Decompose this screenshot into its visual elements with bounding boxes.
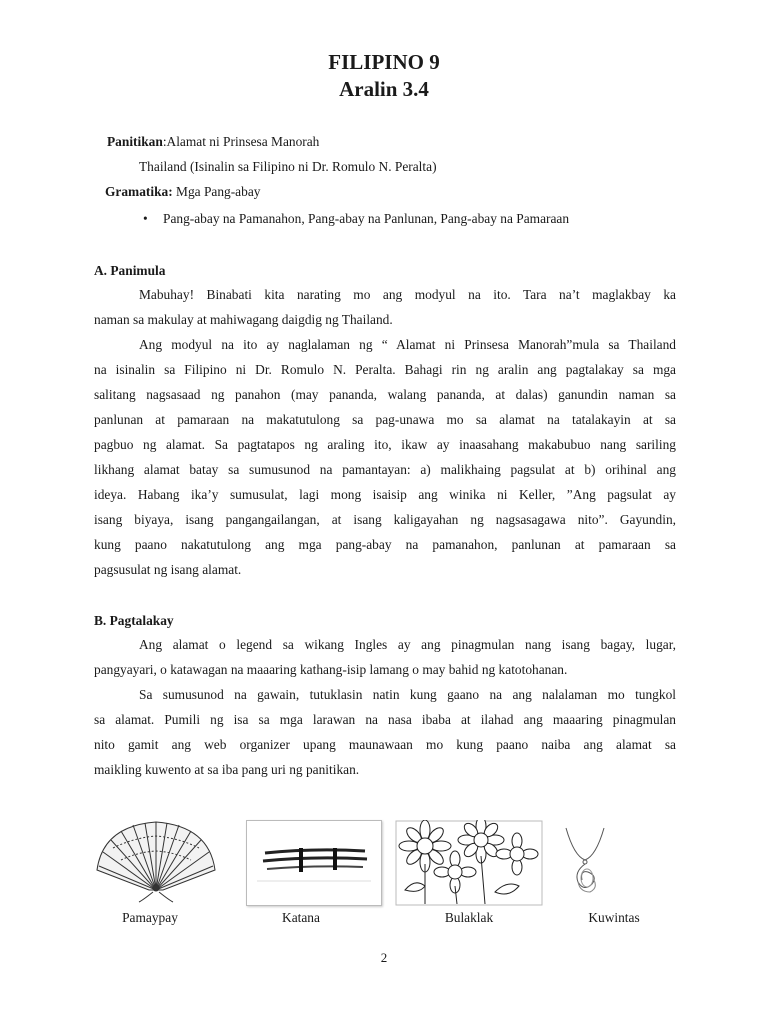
necklace-icon	[560, 826, 610, 898]
panitikan-translation: Thailand (Isinalin sa Filipino ni Dr. Romulo N. Peralta)	[139, 159, 437, 174]
paragraph-line: pagsusulat ng isang alamat.	[94, 562, 242, 577]
katana-icon	[246, 820, 382, 906]
page-subtitle: Aralin 3.4	[339, 77, 429, 101]
paragraph-line: pagbuo ng alamat. Sa pagtatapos ng araling ito, ikaw ay inaasahang makabubuo nang sariling	[94, 437, 676, 452]
panitikan-label: Panitikan	[107, 134, 163, 149]
section-b-heading: B. Pagtalakay	[94, 613, 174, 628]
image-caption: Bulaklak	[444, 910, 494, 925]
paragraph-line: nito gamit ang web organizer upang maunawaan mo kung paano naiba ang alamat sa	[94, 737, 676, 752]
image-caption: Kuwintas	[588, 910, 640, 925]
image-caption: Katana	[282, 910, 320, 925]
paragraph-line: likhang alamat batay sa sumusunod na pamantayan: a) malikhaing pagsulat at b) orihinal ang	[94, 462, 676, 477]
page-number: 2	[380, 950, 388, 965]
paragraph-line: kung paano nakatutulong ang mga pang-abay na pamanahon, panlunan at pamaraan sa	[94, 537, 676, 552]
paragraph-line: pangyayari, o katawagan na maaaring kathang-isip lamang o may bahid ng katotohanan.	[94, 662, 568, 677]
paragraph-line: ideya. Habang ika’y sumusulat, lagi mong isaisip ang winika ni Keller, ”Ang pagsulat ay	[94, 487, 676, 502]
bullet-item	[143, 210, 569, 228]
paragraph-line: Ang modyul na ito ay naglalaman ng “ Alamat ni Prinsesa Manorah”mula sa Thailand	[139, 337, 676, 352]
paragraph-line: naman sa makulay at mahiwagang daigdig ng Thailand.	[94, 312, 393, 327]
page-title: FILIPINO 9	[328, 50, 440, 74]
fan-icon	[93, 818, 219, 904]
gramatika-value: Mga Pang-abay	[176, 184, 261, 199]
paragraph-line: isang biyaya, isang pangangailangan, at isang kaligayahan ng nagsasagawa nito”. Gayundin,	[94, 512, 676, 527]
gramatika-label: Gramatika:	[105, 184, 173, 199]
panitikan-line	[107, 133, 319, 151]
paragraph-line: na isinalin sa Filipino ni Dr. Romulo N. Peralta. Bahagi rin ng aralin ang pagtalakay sa mga	[94, 362, 676, 377]
paragraph-line: Sa sumusunod na gawain, tutuklasin natin kung gaano na ang nalalaman mo tungkol	[139, 687, 676, 702]
flower-icon	[395, 820, 543, 906]
paragraph-line: sa alamat. Pumili ng isa sa mga larawan na nasa ibaba at ilahad ang maaaring pinagmulan	[94, 712, 676, 727]
paragraph-line: Mabuhay! Binabati kita narating mo ang modyul na ito. Tara na’t maglakbay ka	[139, 287, 676, 302]
paragraph-line: Ang alamat o legend sa wikang Ingles ay ang pinagmulan nang isang bagay, lugar,	[139, 637, 676, 652]
gramatika-line	[105, 183, 260, 201]
panitikan-value: :Alamat ni Prinsesa Manorah	[162, 134, 320, 149]
section-a-heading: A. Panimula	[94, 263, 166, 278]
bullet-text: Pang-abay na Pamanahon, Pang-abay na Panlunan, Pang-abay na Pamaraan	[163, 211, 570, 226]
bullet-icon: •	[143, 211, 148, 226]
paragraph-line: salitang nagsasaad ng panahon (may pananda, walang pananda, at dalas) ganundin naman sa	[94, 387, 676, 402]
paragraph-line: maikling kuwento at sa iba pang uri ng panitikan.	[94, 762, 360, 777]
paragraph-line: panlunan at pamaraan na makatutulong sa pag-unawa mo sa alamat na tatalakayin at sa	[94, 412, 676, 427]
image-caption: Pamaypay	[122, 910, 178, 925]
